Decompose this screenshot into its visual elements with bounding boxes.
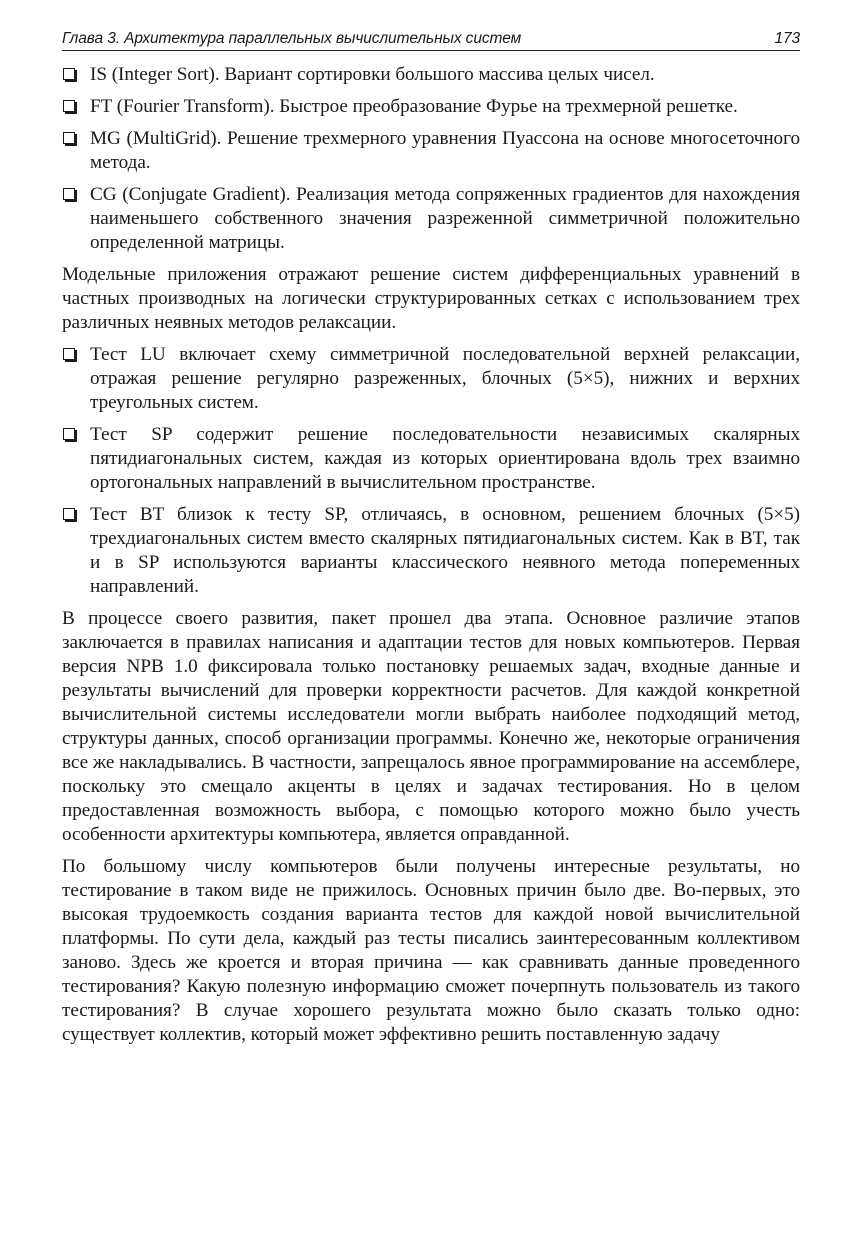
running-header <box>62 30 800 51</box>
checkbox-bullet-icon <box>63 348 75 360</box>
chapter-title: Глава 3. Архитектура параллельных вычислительных систем <box>62 30 522 47</box>
list-item-text: FT (Fourier Transform). Быстрое преобразование Фурье на трехмерной решетке. <box>90 96 738 117</box>
benchmark-kernels-list <box>62 63 800 255</box>
checkbox-bullet-icon <box>63 132 75 144</box>
paragraph: Модельные приложения отражают решение систем дифференциальных уравнений в частных производных на логически структурированных сетках с использованием трех различных неявных методов релаксации. <box>62 264 800 333</box>
paragraph: По большому числу компьютеров были получены интересные результаты, но тестирование в таком виде не прижилось. Основных причин было две. Во-первых, это высокая трудоемкость создания варианта тестов для каждой новой вычислительной платформы. По сути дела, каждый раз тесты писались заинтересованным коллективом заново. Здесь же кроется и вторая причина — как сравнивать данные проведенного тестирования? Какую полезную информацию сможет почерпнуть пользователь из такого тестирования? В случае хорошего результата можно было сказать только одно: существует коллектив, который может эффективно решить поставленную задачу <box>62 856 800 1045</box>
checkbox-bullet-icon <box>63 428 75 440</box>
list-item <box>62 63 800 87</box>
checkbox-bullet-icon <box>63 68 75 80</box>
list-item-text: Тест BT близок к тесту SP, отличаясь, в основном, решением блочных (5×5) трехдиагональных систем вместо скалярных пятидиагональных систем. Как в BT, так и в SP используются варианты классического неявного метода попеременных направлений. <box>90 504 800 597</box>
list-item <box>62 127 800 175</box>
checkbox-bullet-icon <box>63 188 75 200</box>
page-number: 173 <box>774 30 800 47</box>
list-item-text: Тест LU включает схему симметричной последовательной верхней релаксации, отражая решение регулярно разреженных, блочных (5×5), нижних и верхних треугольных систем. <box>90 344 800 413</box>
page-body <box>62 63 800 1047</box>
list-item <box>62 183 800 255</box>
list-item-text: CG (Conjugate Gradient). Реализация метода сопряженных градиентов для нахождения наименьшего собственного значения разреженной симметричной положительно определенной матрицы. <box>90 184 800 253</box>
list-item-text: IS (Integer Sort). Вариант сортировки большого массива целых чисел. <box>90 64 655 85</box>
list-item-text: Тест SP содержит решение последовательности независимых скалярных пятидиагональных систем, каждая из которых ориентирована вдоль трех взаимно ортогональных направлений в вычислительном пространстве. <box>90 424 800 493</box>
list-item <box>62 95 800 119</box>
checkbox-bullet-icon <box>63 508 75 520</box>
list-item <box>62 423 800 495</box>
book-page <box>62 30 800 1055</box>
list-item <box>62 503 800 599</box>
checkbox-bullet-icon <box>63 100 75 112</box>
paragraph: В процессе своего развития, пакет прошел два этапа. Основное различие этапов заключается в правилах написания и адаптации тестов для новых компьютеров. Первая версия NPB 1.0 фиксировала только постановку решаемых задач, входные данные и результаты вычислений для проверки корректности расчетов. Для каждой конкретной вычислительной системы исследователи могли выбрать наиболее подходящий метод, структуры данных, способ организации программы. Конечно же, некоторые ограничения все же накладывались. В частности, запрещалось явное программирование на ассемблере, поскольку это смещало акценты в целях и задачах тестирования. Но в целом предоставленная возможность выбора, с помощью которого можно было учесть особенности архитектуры компьютера, является оправданной. <box>62 608 800 845</box>
list-item-text: MG (MultiGrid). Решение трехмерного уравнения Пуассона на основе многосеточного метода. <box>90 128 800 173</box>
list-item <box>62 343 800 415</box>
model-applications-list <box>62 343 800 599</box>
